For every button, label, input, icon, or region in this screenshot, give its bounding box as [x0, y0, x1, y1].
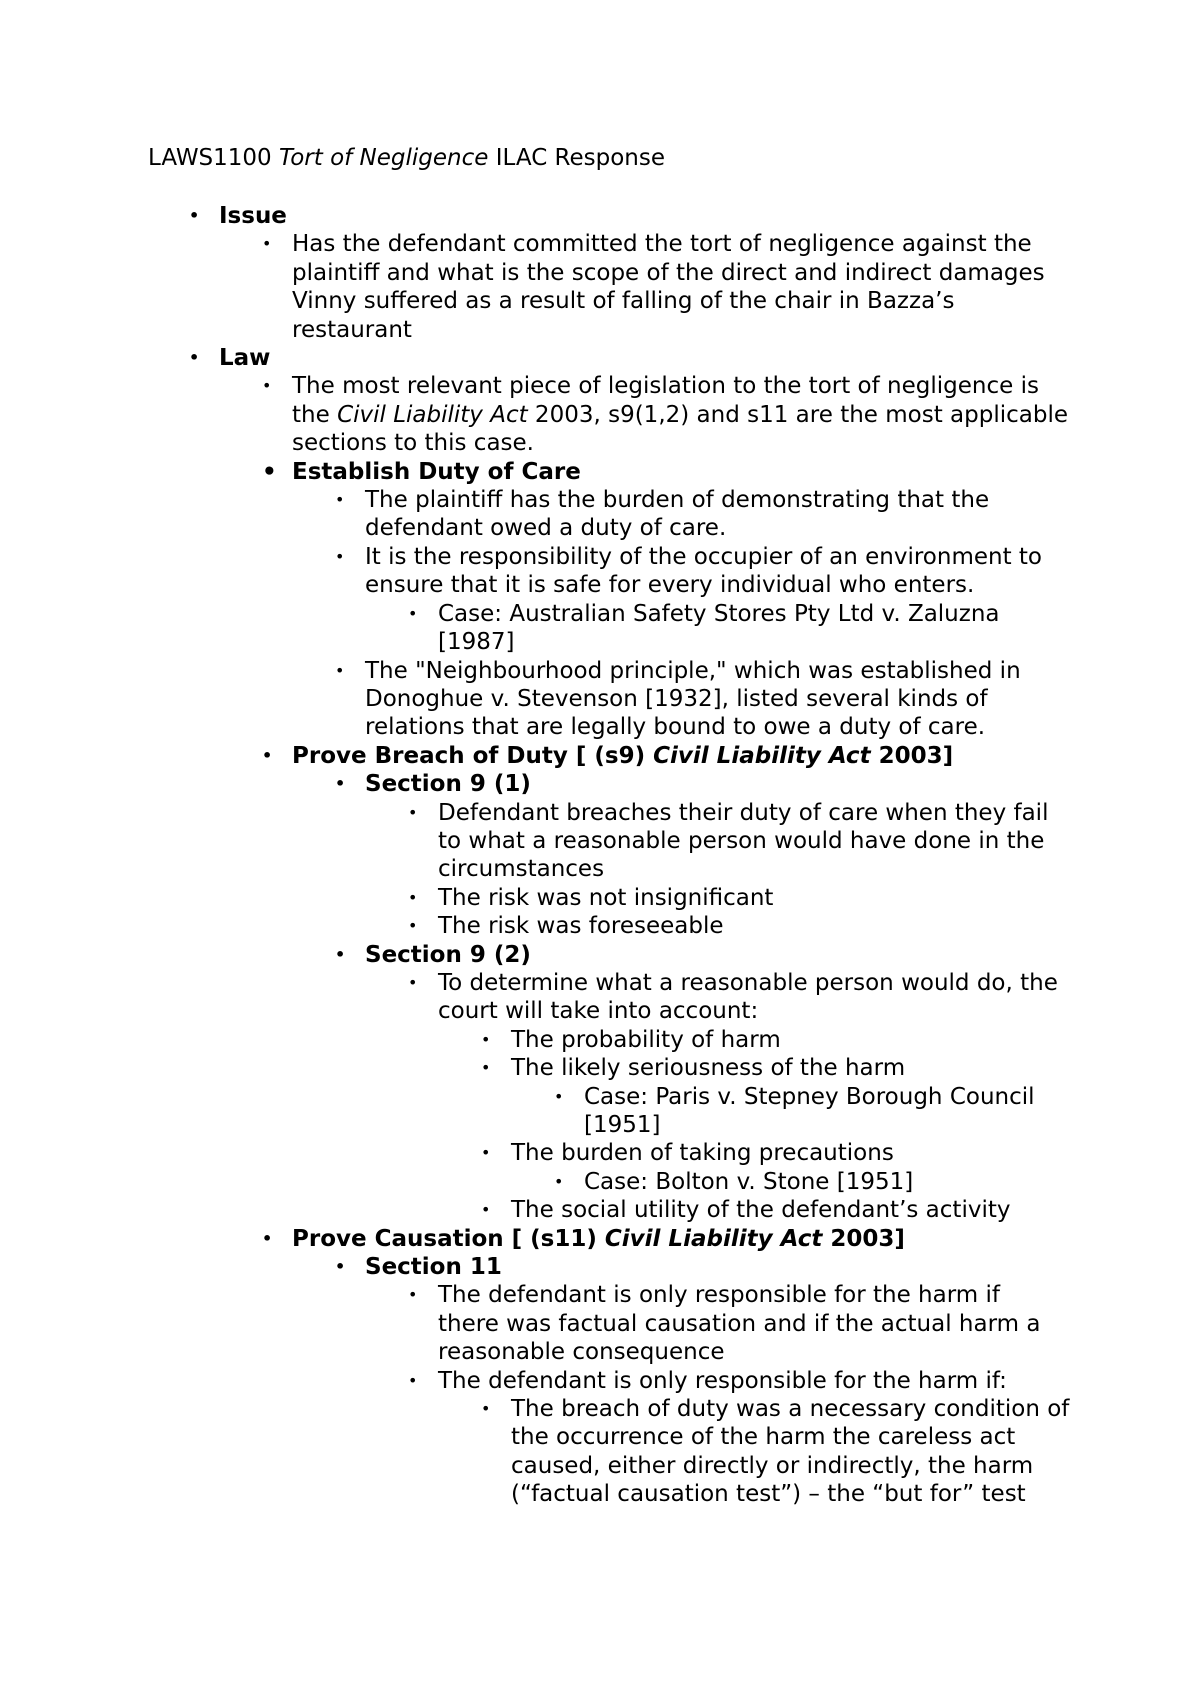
law-intro-act: Civil Liability Act [337, 401, 528, 428]
bullet-icon: • [408, 916, 418, 936]
breach-heading-a: Prove Breach of Duty [ (s9) [292, 742, 654, 769]
s92-factor-4-text: The social utility of the defendant’s activity [511, 1197, 1011, 1224]
s11-heading-item [335, 1253, 1065, 1281]
bullet-icon: • [335, 774, 346, 794]
duty-case-1 [408, 600, 1068, 657]
s91-heading-item [335, 770, 1065, 798]
bullet-icon: • [335, 490, 345, 510]
breach-heading-b: 2003] [870, 742, 954, 769]
bullet-icon: • [262, 745, 273, 765]
law-heading-item [189, 344, 1019, 372]
duty-point-1 [335, 486, 1065, 543]
bullet-icon: • [189, 348, 200, 368]
document-title [148, 144, 665, 172]
bullet-icon: • [481, 1399, 491, 1419]
s91-point-2-text: The risk was not insignificant [438, 884, 774, 911]
outline [0, 202, 1200, 1509]
bullet-icon: • [408, 1285, 418, 1305]
breach-heading-item [262, 742, 1072, 770]
bullet-icon: • [408, 802, 418, 822]
s91-point-2 [408, 884, 1068, 912]
s92-point-1 [408, 969, 1068, 1026]
s92-factor-3-text: The burden of taking precautions [511, 1140, 894, 1167]
s11-point-2 [408, 1367, 1068, 1395]
bullet-icon: • [554, 1086, 564, 1106]
s11-condition-1-text: The breach of duty was a necessary condition of the occurrence of the harm the careless act caused, either directly or indirectly, the harm (“factual causation test”) – the “but for” test [511, 1396, 1070, 1508]
s92-factor-2-case-text: Case: Paris v. Stepney Borough Council [1951] [584, 1083, 1035, 1138]
law-intro-a: The most relevant piece of legislation to the tort of negligence is the [292, 373, 1039, 428]
s92-factor-1-text: The probability of harm [511, 1026, 781, 1053]
s11-heading: Section 11 [365, 1254, 502, 1281]
causation-heading-act: Civil Liability Act [604, 1225, 823, 1252]
s92-heading: Section 9 (2) [365, 941, 531, 968]
issue-text-item [262, 230, 1072, 344]
s92-factor-2-text: The likely seriousness of the harm [511, 1055, 906, 1082]
duty-case-1-text: Case: Australian Safety Stores Pty Ltd v. Zaluzna [1987] [438, 600, 1000, 656]
breach-heading-act: Civil Liability Act [653, 742, 871, 769]
bullet-icon: • [262, 234, 272, 254]
bullet-icon: • [481, 1200, 491, 1220]
bullet-icon: • [262, 458, 277, 485]
s91-heading: Section 9 (1) [365, 771, 531, 798]
s92-factor-2 [481, 1054, 1071, 1082]
s91-point-1-text: Defendant breaches their duty of care when they fail to what a reasonable person would have done in the circumstances [438, 799, 1049, 883]
bullet-icon: • [481, 1143, 491, 1163]
title-topic: Tort of Negligence [279, 145, 489, 171]
title-course: LAWS1100 [148, 145, 272, 171]
duty-heading-item [262, 458, 1072, 486]
s92-heading-item [335, 941, 1065, 969]
bullet-icon: • [335, 660, 345, 680]
s11-point-1 [408, 1281, 1068, 1366]
s92-factor-3-case [554, 1168, 1064, 1196]
duty-point-2-text: It is the responsibility of the occupier of an environment to ensure that it is safe for every individual who enters. [365, 543, 1042, 599]
bullet-icon: • [189, 206, 200, 225]
s91-point-3 [408, 912, 1068, 940]
s92-factor-3-case-text: Case: Bolton v. Stone [1951] [584, 1168, 914, 1195]
title-rest: ILAC Response [495, 145, 666, 171]
duty-point-1-text: The plaintiff has the burden of demonstrating that the defendant owed a duty of care. [365, 487, 990, 542]
issue-heading: Issue [219, 203, 287, 229]
bullet-icon: • [335, 1257, 346, 1277]
bullet-icon: • [408, 1370, 418, 1390]
s92-factor-3 [481, 1139, 1071, 1167]
bullet-icon: • [335, 944, 346, 964]
bullet-icon: • [481, 1058, 491, 1078]
law-intro-item [262, 372, 1072, 457]
s91-point-3-text: The risk was foreseeable [438, 913, 724, 940]
causation-heading-b: 2003] [822, 1225, 905, 1252]
duty-heading: Establish Duty of Care [292, 458, 581, 485]
bullet-icon: • [408, 887, 418, 907]
causation-heading-a: Prove Causation [ (s11) [292, 1225, 605, 1252]
duty-point-3-text: The "Neighbourhood principle," which was established in Donoghue v. Stevenson [1932], listed several kinds of relations that are legally bound to owe a duty of care. [365, 657, 1021, 741]
bullet-icon: • [262, 376, 272, 396]
s91-point-1 [408, 799, 1068, 884]
bullet-icon: • [335, 546, 345, 566]
bullet-icon: • [481, 1029, 491, 1049]
bullet-icon: • [408, 603, 418, 623]
bullet-icon: • [408, 972, 418, 992]
s11-condition-1 [481, 1395, 1071, 1509]
duty-point-2 [335, 543, 1065, 600]
s92-factor-2-case [554, 1083, 1064, 1140]
s11-point-1-text: The defendant is only responsible for the harm if there was factual causation and if the actual harm a reasonable consequence [438, 1282, 1041, 1366]
bullet-icon: • [262, 1228, 273, 1248]
issue-heading-item [189, 202, 1019, 230]
issue-text: Has the defendant committed the tort of negligence against the plaintiff and what is the scope of the direct and indirect damages Vinny suffered as a result of falling of the chair in Bazza’s restaurant [292, 231, 1045, 343]
s92-point-1-text: To determine what a reasonable person would do, the court will take into account: [438, 969, 1058, 1025]
s92-factor-1 [481, 1026, 1071, 1054]
s11-point-2-text: The defendant is only responsible for the harm if: [438, 1367, 1007, 1394]
law-heading: Law [219, 345, 271, 372]
causation-heading-item [262, 1225, 1072, 1253]
s92-factor-4 [481, 1196, 1071, 1224]
bullet-icon: • [554, 1171, 564, 1191]
law-intro-b: 2003, s9(1,2) and s11 are the most applicable sections to this case. [292, 401, 1068, 457]
duty-point-3 [335, 657, 1065, 742]
